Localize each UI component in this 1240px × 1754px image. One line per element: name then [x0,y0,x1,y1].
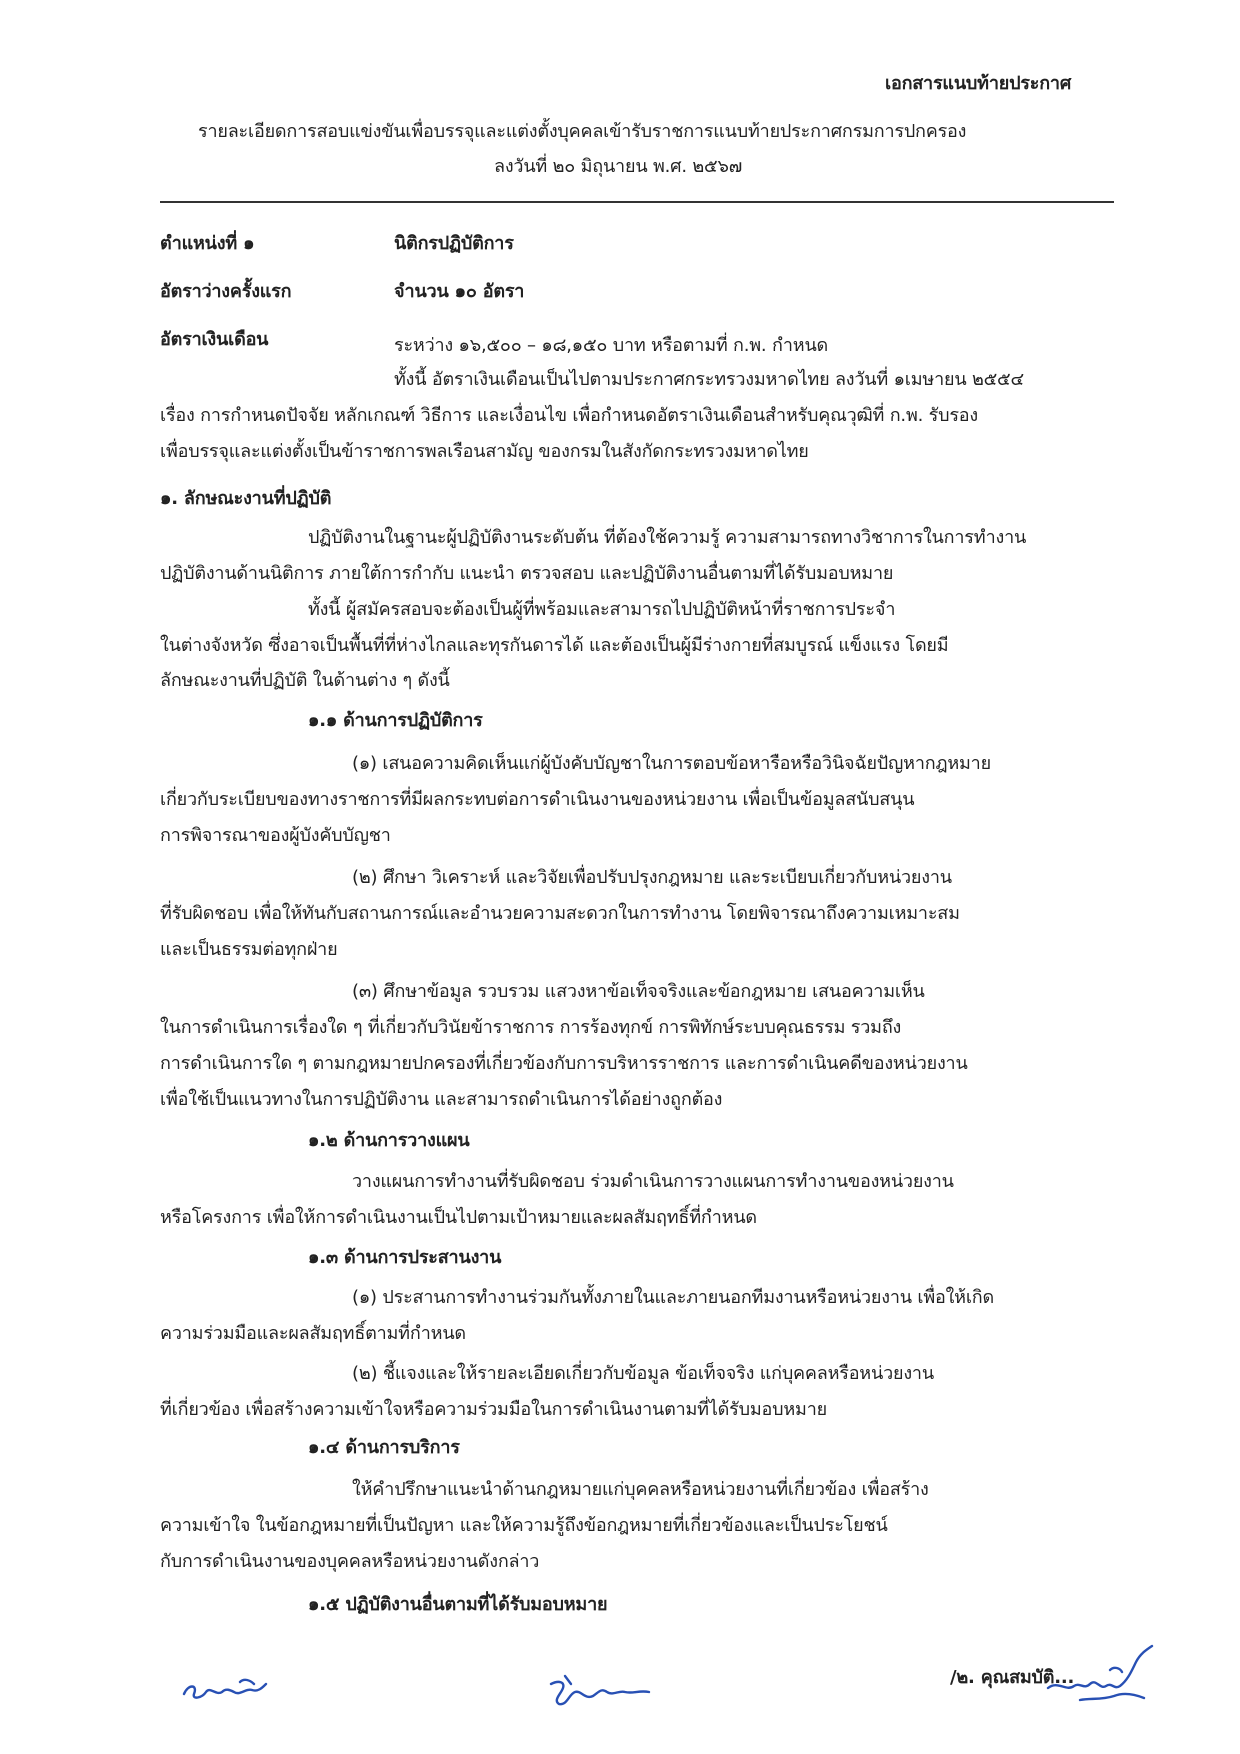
paragraph-line: ในการดำเนินการเรื่องใด ๆ ที่เกี่ยวกับวินัยข้าราชการ การร้องทุกข์ การพิทักษ์ระบบคุณธรรม รวมถึง [160,1017,902,1038]
salary-label: อัตราเงินเดือน [160,329,269,350]
paragraph-line: (๓) ศึกษาข้อมูล รวบรวม แสวงหาข้อเท็จจริงและข้อกฎหมาย เสนอความเห็น [352,981,925,1002]
handwritten-initial [180,1672,270,1712]
paragraph-line: หรือโครงการ เพื่อให้การดำเนินงานเป็นไปตามเป้าหมายและผลสัมฤทธิ์ที่กำหนด [160,1207,757,1228]
paragraph-line: วางแผนการทำงานที่รับผิดชอบ ร่วมดำเนินการวางแผนการทำงานของหน่วยงาน [352,1171,954,1192]
paragraph-line: การพิจารณาของผู้บังคับบัญชา [160,825,391,846]
paragraph-line: ที่รับผิดชอบ เพื่อให้ทันกับสถานการณ์และอำนวยความสะดวกในการทำงาน โดยพิจารณาถึงความเหมาะสม [160,903,960,924]
paragraph-line: ให้คำปรึกษาแนะนำด้านกฎหมายแก่บุคคลหรือหน่วยงานที่เกี่ยวข้อง เพื่อสร้าง [352,1479,929,1500]
salary-note-line: เพื่อบรรจุและแต่งตั้งเป็นข้าราชการพลเรือนสามัญ ของกรมในสังกัดกระทรวงมหาดไทย [160,441,809,462]
subsection-heading: ๑.๕ ปฏิบัติงานอื่นตามที่ได้รับมอบหมาย [308,1594,608,1615]
paragraph-line: ทั้งนี้ ผู้สมัครสอบจะต้องเป็นผู้ที่พร้อมและสามารถไปปฏิบัติหน้าที่ราชการประจำ [308,599,896,620]
salary-note-line: เรื่อง การกำหนดปัจจัย หลักเกณฑ์ วิธีการ และเงื่อนไข เพื่อกำหนดอัตราเงินเดือนสำหรับคุณวุฒิที่ ก.พ. รับรอง [160,405,979,426]
subsection-heading: ๑.๑ ด้านการปฏิบัติการ [308,710,483,731]
paragraph-line: และเป็นธรรมต่อทุกฝ่าย [160,939,338,960]
paragraph-line: ลักษณะงานที่ปฏิบัติ ในด้านต่าง ๆ ดังนี้ [160,670,450,691]
position-value: นิติกรปฏิบัติการ [394,233,514,254]
subsection-heading: ๑.๓ ด้านการประสานงาน [308,1247,502,1268]
continuation-note: /๒. คุณสมบัติ... [950,1667,1075,1688]
paragraph-line: ปฏิบัติงานด้านนิติการ ภายใต้การกำกับ แนะนำ ตรวจสอบ และปฏิบัติงานอื่นตามที่ได้รับมอบหมาย [160,563,894,584]
subsection-heading: ๑.๒ ด้านการวางแผน [308,1130,470,1151]
document-title: รายละเอียดการสอบแข่งขันเพื่อบรรจุและแต่งตั้งบุคคลเข้ารับราชการแนบท้ายประกาศกรมการปกครอง [198,121,967,142]
paragraph-line: (๒) ศึกษา วิเคราะห์ และวิจัยเพื่อปรับปรุงกฎหมาย และระเบียบเกี่ยวกับหน่วยงาน [352,867,952,888]
paragraph-line: ในต่างจังหวัด ซึ่งอาจเป็นพื้นที่ที่ห่างไกลและทุรกันดารได้ และต้องเป็นผู้มีร่างกายที่สมบูรณ์ แข็งแรง โดยมี [160,635,949,656]
vacancy-value: จำนวน ๑๐ อัตรา [394,281,525,302]
paragraph-line: กับการดำเนินงานของบุคคลหรือหน่วยงานดังกล่าว [160,1551,540,1572]
subsection-heading: ๑.๔ ด้านการบริการ [308,1437,460,1458]
paragraph-line: (๑) เสนอความคิดเห็นแก่ผู้บังคับบัญชาในการตอบข้อหารือหรือวินิจฉัยปัญหากฎหมาย [352,753,991,774]
paragraph-line: ความร่วมมือและผลสัมฤทธิ์ตามที่กำหนด [160,1323,466,1344]
paragraph-line: (๑) ประสานการทำงานร่วมกันทั้งภายในและภายนอกทีมงานหรือหน่วยงาน เพื่อให้เกิด [352,1287,994,1308]
handwritten-signature [1040,1640,1170,1714]
attachment-label: เอกสารแนบท้ายประกาศ [885,73,1072,94]
paragraph-line: การดำเนินการใด ๆ ตามกฎหมายปกครองที่เกี่ยวข้องกับการบริหารราชการ และการดำเนินคดีของหน่วยงาน [160,1053,968,1074]
salary-range: ระหว่าง ๑๖,๕๐๐ – ๑๘,๑๕๐ บาท หรือตามที่ ก.พ. กำหนด [394,335,829,356]
section-heading: ๑. ลักษณะงานที่ปฏิบัติ [160,488,332,509]
paragraph-line: ความเข้าใจ ในข้อกฎหมายที่เป็นปัญหา และให้ความรู้ถึงข้อกฎหมายที่เกี่ยวข้องและเป็นประโยชน์ [160,1515,888,1536]
handwritten-initial [545,1670,655,1714]
paragraph-line: ปฏิบัติงานในฐานะผู้ปฏิบัติงานระดับต้น ที่ต้องใช้ความรู้ ความสามารถทางวิชาการในการทำงาน [308,527,1027,548]
vacancy-label: อัตราว่างครั้งแรก [160,281,292,302]
paragraph-line: (๒) ชี้แจงและให้รายละเอียดเกี่ยวกับข้อมูล ข้อเท็จจริง แก่บุคคลหรือหน่วยงาน [352,1363,934,1384]
paragraph-line: ที่เกี่ยวข้อง เพื่อสร้างความเข้าใจหรือความร่วมมือในการดำเนินงานตามที่ได้รับมอบหมาย [160,1399,827,1420]
paragraph-line: เพื่อใช้เป็นแนวทางในการปฏิบัติงาน และสามารถดำเนินการได้อย่างถูกต้อง [160,1089,723,1110]
salary-note-line: ทั้งนี้ อัตราเงินเดือนเป็นไปตามประกาศกระทรวงมหาดไทย ลงวันที่ ๑เมษายน ๒๕๕๔ [394,369,1024,390]
paragraph-line: เกี่ยวกับระเบียบของทางราชการที่มีผลกระทบต่อการดำเนินงานของหน่วยงาน เพื่อเป็นข้อมูลสนับสนุน [160,789,915,810]
position-label: ตำแหน่งที่ ๑ [160,233,255,254]
document-date: ลงวันที่ ๒๐ มิถุนายน พ.ศ. ๒๕๖๗ [494,156,743,177]
header-divider [160,201,1114,203]
